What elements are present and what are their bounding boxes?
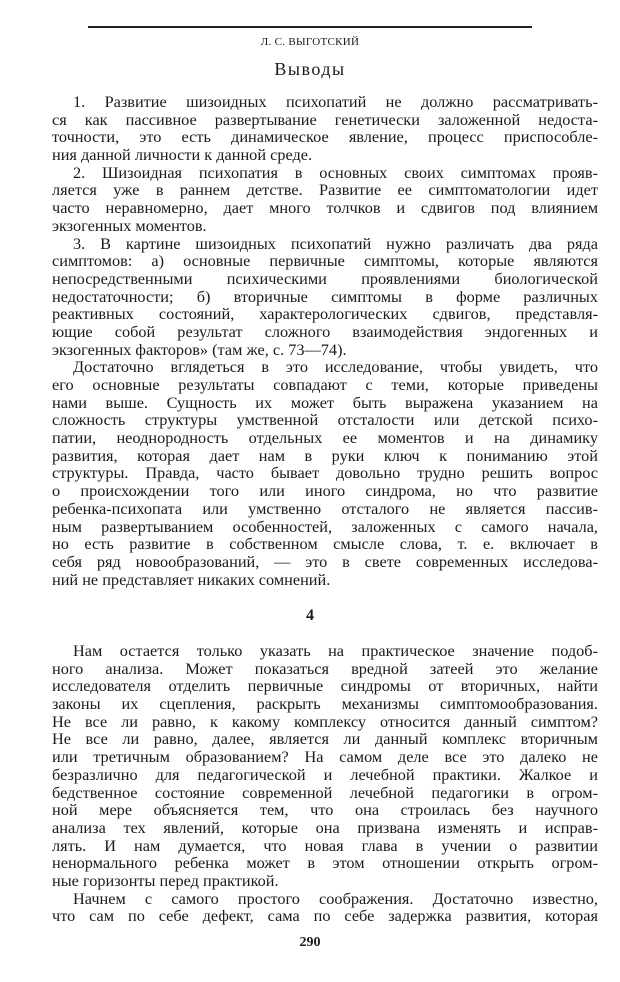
- text-line: точности, это есть динамическое явление, процесс приспособле-: [52, 127, 598, 147]
- text-line: ного анализа. Может показаться вредной затеей это желание: [52, 658, 598, 678]
- text-line: ной мере объясняется тем, что она строилась без научного: [52, 800, 598, 820]
- text-line: ным развертыванием особенностей, заложенных с самого начала,: [52, 516, 598, 536]
- text-line: законы их сцепления, раскрыть механизмы симптомообразования.: [52, 694, 598, 714]
- running-head-author: Л. С. ВЫГОТСКИЙ: [260, 36, 360, 48]
- paragraph: [52, 642, 598, 890]
- text-line: Не все ли равно, к какому комплексу относится данный симптом?: [52, 711, 598, 731]
- text-line: ющие собой результат сложного взаимодействия эндогенных и: [52, 321, 598, 341]
- text-line: 3. В картине шизоидных психопатий нужно различать два ряда: [73, 233, 598, 253]
- text-block-section-4: [52, 642, 598, 925]
- text-line: или третичным образованием? На самом деле все это далеко не: [52, 747, 598, 767]
- paragraph: [52, 358, 598, 588]
- text-line: сложность структуры умственной отсталости или детской психо-: [52, 410, 598, 430]
- text-line: безразлично для педагогической и лечебной практики. Жалкое и: [52, 764, 598, 784]
- text-line: ния данной личности к данной среде.: [52, 145, 313, 165]
- page-number: 290: [299, 935, 321, 950]
- section-number: 4: [306, 607, 314, 624]
- text-block-conclusions: [52, 93, 598, 588]
- text-line: исследователя отделить первичные синдромы от вторичных, найти: [52, 676, 598, 696]
- text-line: себя ряд новообразований, — это в свете современных исследова-: [52, 551, 598, 571]
- text-line: недостаточности; б) вторичные симптомы в форме различных: [52, 286, 598, 306]
- text-line: ний не представляет никаких сомнений.: [52, 569, 331, 589]
- section-title: Выводы: [274, 59, 346, 79]
- text-line: непосредственными психическими проявлениями биологической: [52, 268, 598, 288]
- text-line: лять. И нам думается, что новая глава в учении о развитии: [52, 835, 598, 855]
- text-line: реактивных состояний, характерологических сдвигов, представля-: [52, 304, 598, 324]
- text-line: симптомов: а) основные первичные симптомы, которые являются: [52, 251, 598, 271]
- text-line: ребенка-психопата или умственно отсталого не является пассив-: [52, 498, 598, 518]
- text-line: но есть развитие в собственном смысле слова, т. е. включает в: [52, 534, 598, 554]
- text-line: структуры. Правда, часто бывает довольно трудно решить вопрос: [52, 463, 598, 483]
- text-line: 2. Шизоидная психопатия в основных своих симптомах прояв-: [73, 162, 598, 182]
- text-line: развития, которая дает нам в руки ключ к пониманию этой: [52, 445, 598, 465]
- text-line: Достаточно вглядеться в это исследование, чтобы увидеть, что: [73, 357, 598, 377]
- text-line: экзогенных факторов» (там же, с. 73—74).: [52, 339, 347, 359]
- text-line: патии, неоднородность отдельных ее моментов и на динамику: [52, 428, 598, 448]
- text-line: Начнем с самого простого соображения. Достаточно известно,: [73, 888, 598, 908]
- paragraph: [52, 164, 598, 235]
- text-line: часто неравномерно, дает много толчков и сдвигов под влиянием: [52, 198, 598, 218]
- paragraph: [52, 890, 598, 925]
- text-line: 1. Развитие шизоидных психопатий не должно рассматривать-: [73, 92, 598, 111]
- text-line: бедственное состояние современной лечебной педагогики в огром-: [52, 782, 598, 802]
- text-line: Не все ли равно, далее, является ли данный комплекс вторичным: [52, 729, 598, 749]
- text-line: нами выше. Сущность их может быть выражена указанием на: [52, 392, 598, 412]
- text-line: ляется уже в раннем детстве. Развитие ее симптоматологии идет: [52, 180, 598, 200]
- text-line: ся как пассивное развертывание генетически заложенной недоста-: [52, 109, 598, 129]
- text-line: ные горизонты перед практикой.: [52, 870, 279, 890]
- text-line: ненормального ребенка может в этом отношении открыть огром-: [52, 853, 598, 873]
- text-line: анализа тех явлений, которые она призвана изменять и исправ-: [52, 817, 598, 837]
- paragraph: [52, 93, 598, 164]
- paragraph: [52, 235, 598, 359]
- text-line: о происхождении того или иного синдрома, но что развитие: [52, 481, 598, 501]
- header-rule: [88, 26, 532, 28]
- text-line: экзогенных моментов.: [52, 215, 207, 235]
- text-line: что сам по себе дефект, сама по себе задержка развития, которая: [52, 906, 598, 926]
- text-line: Нам остается только указать на практическое значение подоб-: [73, 641, 598, 660]
- text-line: его основные результаты совпадают с теми, которые приведены: [52, 375, 598, 394]
